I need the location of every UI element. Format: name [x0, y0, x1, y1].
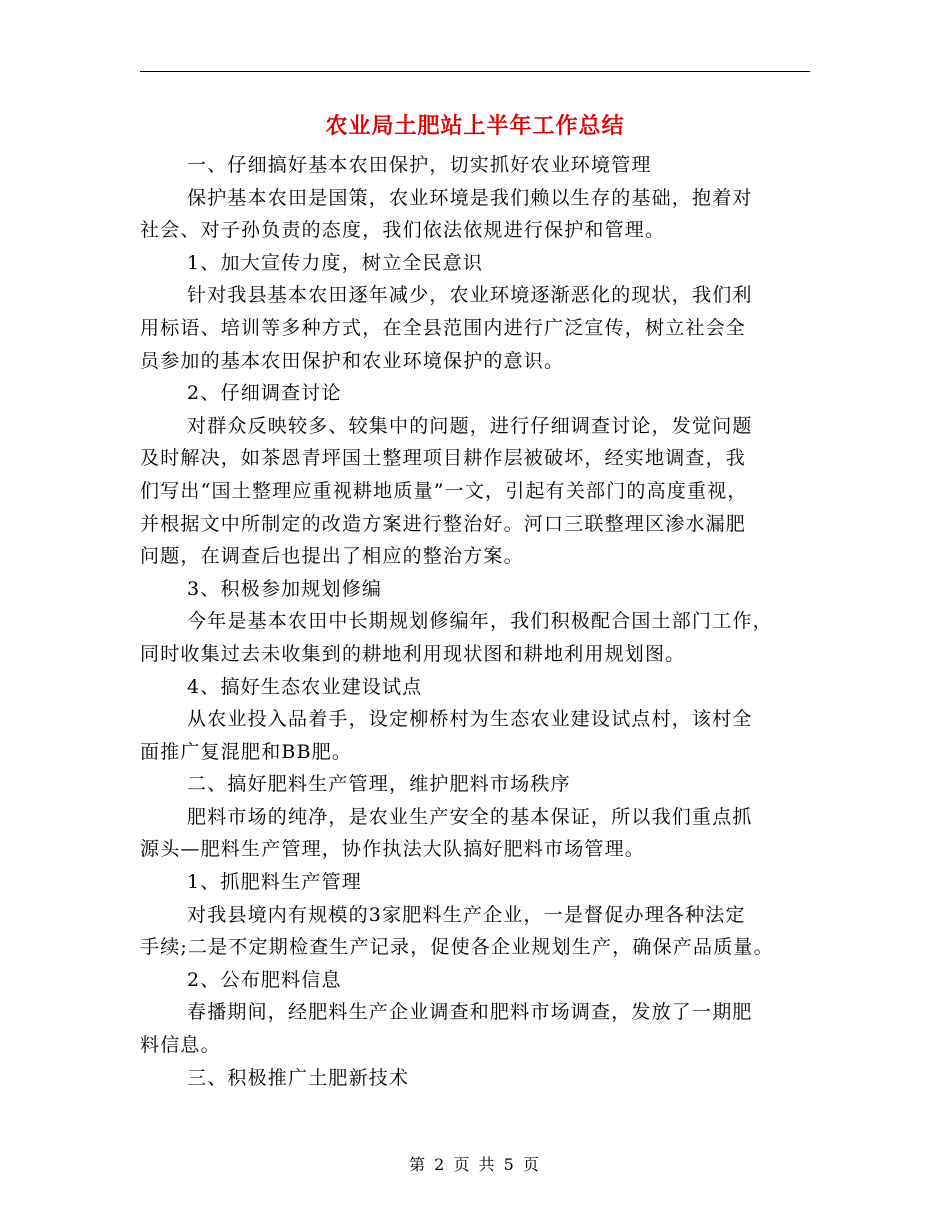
paragraph-line: 对我县境内有规模的3家肥料生产企业，一是督促办理各种法定 [187, 903, 746, 926]
paragraph-line: 对群众反映较多、较集中的问题，进行仔细调查讨论，发觉问题 [187, 414, 753, 437]
paragraph-line: 针对我县基本农田逐年减少，农业环境逐渐恶化的现状，我们利 [187, 284, 753, 307]
page-number-footer: 第 2 页 共 5 页 [409, 1155, 541, 1174]
paragraph-line: 料信息。 [140, 1034, 221, 1057]
paragraph-line: 春播期间，经肥料生产企业调查和肥料市场调查，发放了一期肥 [187, 1001, 753, 1024]
paragraph-line: 二、搞好肥料生产管理，维护肥料市场秩序 [187, 773, 571, 796]
paragraph-line: 手续;二是不定期检查生产记录，促使各企业规划生产，确保产品质量。 [140, 936, 774, 959]
paragraph-line: 一、仔细搞好基本农田保护，切实抓好农业环境管理 [187, 154, 652, 176]
paragraph-line: 1、抓肥料生产管理 [187, 871, 362, 894]
paragraph-line: 同时收集过去未收集到的耕地利用现状图和耕地利用规划图。 [140, 642, 686, 665]
paragraph-line: 保护基本农田是国策，农业环境是我们赖以生存的基础，抱着对 [187, 186, 753, 209]
paragraph-line: 2、仔细调查讨论 [187, 382, 342, 405]
paragraph-line: 3、积极参加规划修编 [187, 577, 383, 600]
paragraph-line: 肥料市场的纯净，是农业生产安全的基本保证，所以我们重点抓 [187, 805, 753, 828]
paragraph-line: 今年是基本农田中长期规划修编年，我们积极配合国土部门工作， [187, 610, 773, 633]
paragraph-line: 们写出“国土整理应重视耕地质量”一文，引起有关部门的高度重视， [140, 479, 748, 502]
paragraph-line: 1、加大宣传力度，树立全民意识 [187, 251, 484, 274]
paragraph-line: 2、公布肥料信息 [187, 968, 342, 991]
paragraph-line: 并根据文中所制定的改造方案进行整治好。河口三联整理区渗水漏肥 [140, 512, 747, 535]
document-body [140, 149, 820, 1094]
document-title: 农业局土肥站上半年工作总结 [325, 113, 625, 139]
header-rule [140, 71, 810, 72]
paragraph-line: 及时解决，如茶恩青坪国土整理项目耕作层被破坏，经实地调查，我 [140, 447, 747, 470]
paragraph-line: 用标语、培训等多种方式，在全县范围内进行广泛宣传，树立社会全 [140, 316, 747, 339]
paragraph-line: 社会、对子孙负责的态度，我们依法依规进行保护和管理。 [140, 219, 666, 242]
paragraph-line: 问题，在调查后也提出了相应的整治方案。 [140, 545, 524, 568]
paragraph-line: 从农业投入品着手，设定柳桥村为生态农业建设试点村，该村全 [187, 708, 753, 731]
paragraph-line: 面推广复混肥和BB肥。 [140, 740, 353, 763]
paragraph-line: 源头—肥料生产管理，协作执法大队搞好肥料市场管理。 [140, 838, 646, 861]
paragraph-line: 4、搞好生态农业建设试点 [187, 675, 423, 698]
paragraph-line: 三、积极推广土肥新技术 [187, 1066, 410, 1089]
paragraph-line: 员参加的基本农田保护和农业环境保护的意识。 [140, 349, 565, 372]
